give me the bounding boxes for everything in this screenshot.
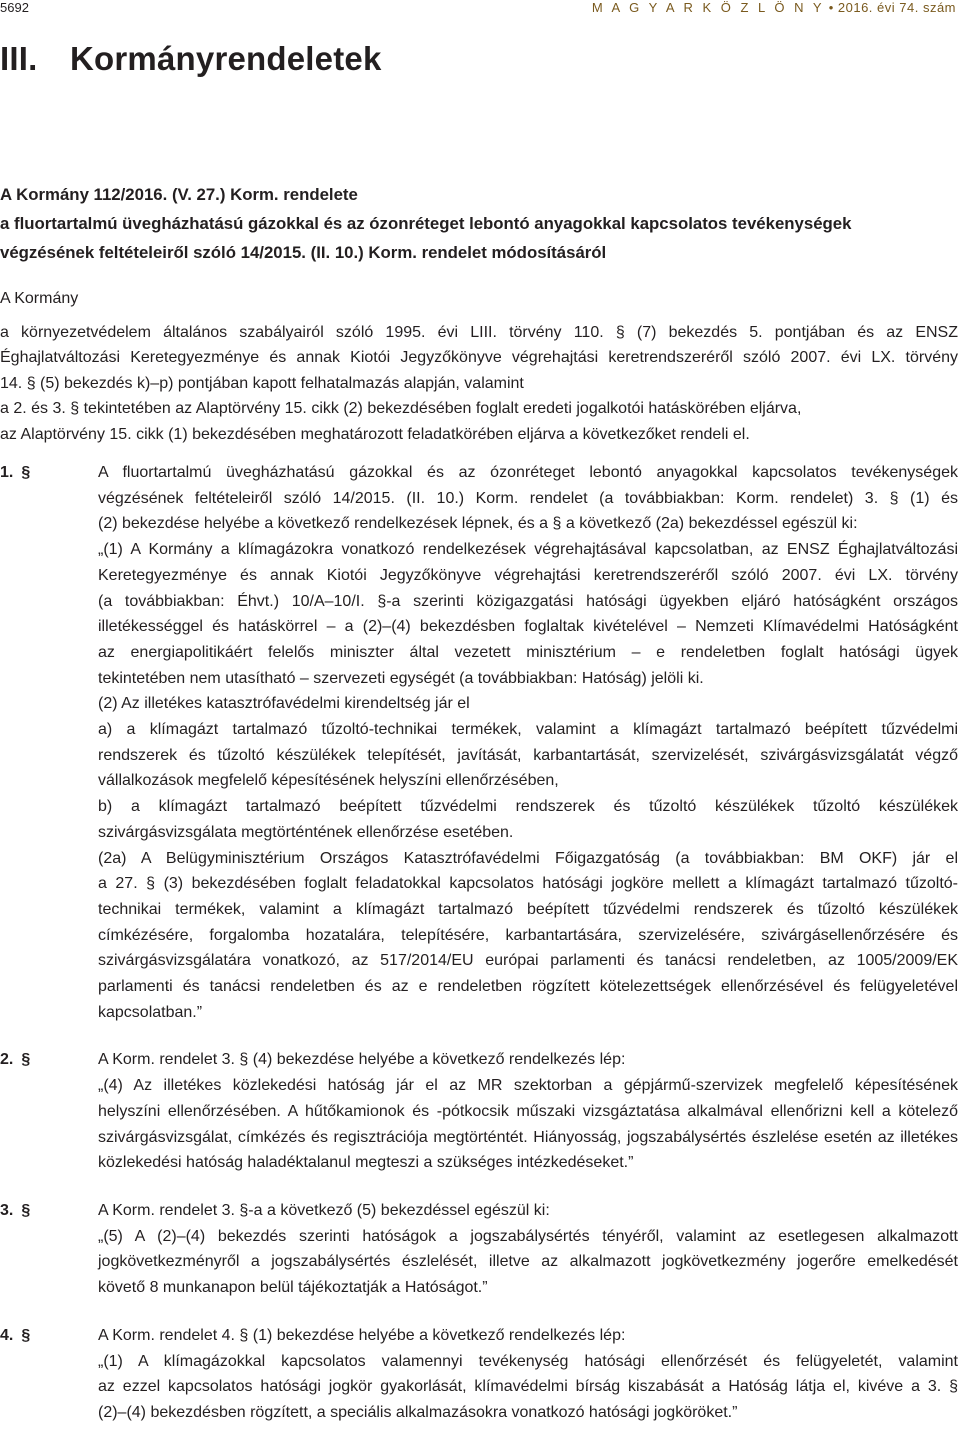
preamble-line: a 2. és 3. § tekintetében az Alaptörvény 15. cikk (2) bekezdésében foglalt eredeti jogalkotói hatáskörében eljárva, — [0, 400, 802, 417]
page-header — [0, 0, 960, 20]
issue-number: • 2016. évi 74. szám — [828, 0, 956, 15]
section-line: végzésének feltételeiről szóló 14/2015. (II. 10.) Korm. rendelet (a továbbiakban: Korm. rendelet) 3. § (1) és — [98, 489, 958, 507]
preamble-line: Éghajlatváltozási Keretegyezménye és annak Kiotói Jegyzőkönyve végrehajtási keretrendszeréről szóló 2007. évi LX. törvény — [0, 349, 958, 366]
section-line: a 27. § (3) bekezdésében foglalt feladatokkal kapcsolatos hatósági jogköre mellett a klímagázt tartalmazó tűzoltó- — [98, 875, 958, 893]
paragraph-sign: § — [21, 1051, 31, 1069]
section-line: szivárgásvizsgálat, címkézés és regisztrációja megtörténtét. Hiányosság, jogszabálysértés észlelése esetén az illetékes — [98, 1128, 958, 1146]
section-line: „(1) A Kormány a klímagázokra vonatkozó rendelkezések végrehajtásával kapcsolatban, az ENSZ Éghajlatváltozási — [98, 541, 958, 559]
section-line: (a továbbiakban: Éhvt.) 10/A–10/I. §-a szerinti közigazgatási hatósági ügyekben eljáró hatóságként országos — [98, 592, 958, 610]
section-line: (2) bekezdése helyébe a következő rendelkezések lépnek, és a § a következő (2a) bekezdéssel egészül ki: — [98, 515, 858, 533]
section-line: „(5) A (2)–(4) bekezdés szerinti hatóságok a jogszabálysértés tényéről, valamint az esetlegesen alkalmazott — [98, 1227, 958, 1245]
paragraph-sign: § — [21, 1201, 31, 1219]
section-line: A fluortartalmú üvegházhatású gázokkal és az ózonréteget lebontó anyagokkal kapcsolatos tevékenységek — [98, 464, 958, 481]
section-paragraph — [0, 1323, 958, 1426]
section-line: „(1) A klímagázokkal kapcsolatos valamennyi tevékenység hatósági ellenőrzését és felügyeletét, valamint — [98, 1352, 958, 1370]
decree-title-line: a fluortartalmú üvegházhatású gázokkal és az ózonréteget lebontó anyagokkal kapcsolatos tevékenységek — [0, 214, 852, 233]
decree-title-line: A Kormány 112/2016. (V. 27.) Korm. rendelete — [0, 185, 358, 204]
section-line: „(4) Az illetékes közlekedési hatóság jár el az MR szektorban a gépjármű-szervizek megfelelő képesítésének — [98, 1077, 958, 1095]
sections-body — [0, 460, 958, 1426]
journal-title — [592, 0, 956, 15]
section-line: kapcsolatban.” — [98, 1003, 203, 1021]
decree-title — [0, 180, 955, 267]
section-line: jogkövetkezményről a jogszabálysértés észlelését, illetve az alkalmazott jogkövetkezmény jogerőre emelkedését — [98, 1253, 958, 1271]
section-line: (2) Az illetékes katasztrófavédelmi kirendeltség jár el — [98, 695, 470, 713]
preamble-line: 14. § (5) bekezdés k)–p) pontjában kapott felhatalmazás alapján, valamint — [0, 374, 524, 392]
section-line: közlekedési hatóság haladéktalanul megteszi a szükséges intézkedéseket.” — [98, 1154, 634, 1172]
section-line: A Korm. rendelet 4. § (1) bekezdése helyébe a következő rendelkezés lép: — [98, 1326, 626, 1344]
section-number-label: 4. — [0, 1326, 14, 1344]
section-paragraph — [0, 460, 958, 1025]
section-line: Keretegyezménye és annak Kiotói Jegyzőkönyve végrehajtási keretrendszeréről szóló 2007. évi LX. törvény — [98, 566, 958, 584]
section-paragraph — [0, 1047, 958, 1176]
decree-title-line: végzésének feltételeiről szóló 14/2015. (II. 10.) Korm. rendelet módosításáról — [0, 243, 607, 262]
section-line: szivárgásvizsgálata megtörténtének ellenőrzése esetében. — [98, 823, 514, 841]
section-line: az energiapolitikáért felelős miniszter által vezetett minisztérium – e rendeletben foglalt hatósági ügyek — [98, 643, 958, 661]
section-number-label: 1. — [0, 464, 14, 481]
section-line: (2)–(4) bekezdésben rögzített, a speciális alkalmazásokra vonatkozó hatósági jogköröket.” — [98, 1403, 738, 1421]
section-line: technikai termékek, valamint a klímagázt tartalmazó beépített tűzvédelmi rendszerek és tűzoltó készülékek — [98, 900, 958, 918]
section-line: az ezzel kapcsolatos hatósági jogkör gyakorlását, klímavédelmi bírság kiszabását a Hatóság látja el, kivéve a 3. § — [98, 1378, 958, 1396]
section-line: vállalkozások megfelelő képesítésének helyszíni ellenőrzésében, — [98, 772, 559, 790]
section-line: parlamenti és tanácsi rendeletben és az e rendeletben rögzített kötelezettségek ellenőrzésével és felügyeletével — [98, 978, 958, 996]
preamble-line: az Alaptörvény 15. cikk (1) bekezdésében meghatározott feladatkörében eljárva a következőket rendeli el. — [0, 425, 750, 443]
journal-name: M A G Y A R K Ö Z L Ö N Y — [591, 0, 825, 15]
section-line: a) a klímagázt tartalmazó tűzoltó-technikai termékek, valamint a klímagázt tartalmazó beépített tűzvédelmi — [98, 721, 958, 739]
section-line: rendszerek és tűzoltó készülékek telepítését, javítását, karbantartását, szervizelését, szivárgásvizsgálatát végző — [98, 746, 958, 764]
preamble — [0, 286, 958, 447]
section-number — [0, 460, 30, 486]
section-number — [0, 1323, 30, 1349]
section-paragraph — [0, 1198, 958, 1301]
section-line: címkézésére, forgalomba hozatalára, telepítésére, karbantartására, szervizelésére, szivárgásellenőrzésére és — [98, 926, 958, 944]
section-line: (2a) A Belügyminisztérium Országos Katasztrófavédelmi Főigazgatóság (a továbbiakban: BM OKF) jár el — [98, 849, 958, 867]
preamble-government: A Kormány — [0, 290, 79, 307]
paragraph-sign: § — [21, 464, 31, 481]
section-line: tekintetében nem utasítható – szervezeti egységét (a továbbiakban: Hatóság) jelöli ki. — [98, 669, 704, 687]
section-line: b) a klímagázt tartalmazó beépített tűzvédelmi rendszerek és tűzoltó készülékek tűzoltó készülékek — [98, 798, 958, 816]
section-number-label: 3. — [0, 1201, 14, 1219]
section-line: A Korm. rendelet 3. § (4) bekezdése helyébe a következő rendelkezés lép: — [98, 1051, 626, 1069]
section-line: helyszíni ellenőrzésében. A hűtőkamionok és -pótkocsik műszaki vizsgáztatása alkalmával ellenőrizni kell a kötelező — [98, 1102, 958, 1120]
section-line: követő 8 munkanapon belül tájékoztatják a Hatóságot.” — [98, 1279, 488, 1297]
page-number: 5692 — [0, 0, 29, 15]
section-number — [0, 1047, 30, 1073]
section-line: szivárgásvizsgálatára vonatkozó, az 517/2014/EU európai parlamenti és tanácsi rendeletben, az 1005/2009/EK — [98, 952, 958, 970]
section-number-label: 2. — [0, 1051, 14, 1069]
section-roman-numeral: III. — [0, 40, 38, 77]
section-heading — [0, 40, 382, 78]
section-heading-title: Kormányrendeletek — [70, 40, 382, 77]
preamble-line: a környezetvédelem általános szabályairól szóló 1995. évi LIII. törvény 110. § (7) bekezdés 5. pontjában és az ENSZ — [0, 323, 958, 341]
section-line: illetékességgel és hatáskörrel – a (2)–(4) bekezdésben foglaltak kivételével – Nemzeti Klímavédelmi Hatóságként — [98, 618, 958, 636]
section-number — [0, 1198, 30, 1224]
section-line: A Korm. rendelet 3. §-a a következő (5) bekezdéssel egészül ki: — [98, 1201, 550, 1219]
paragraph-sign: § — [21, 1326, 31, 1344]
